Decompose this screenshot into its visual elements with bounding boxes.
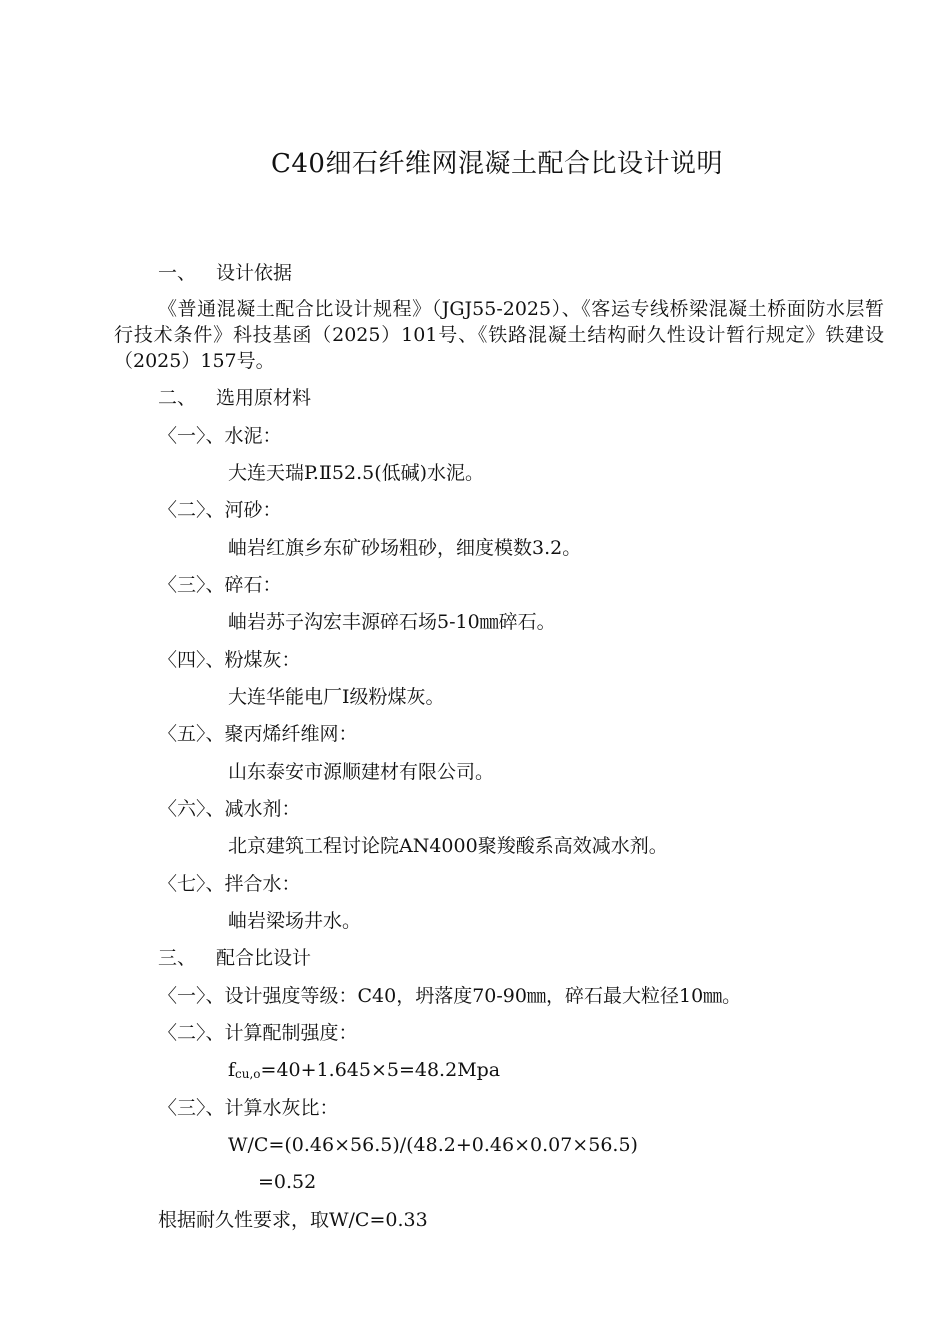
section-3-number: 三、 xyxy=(158,947,197,969)
design-strength-item: 〈一〉、设计强度等级：C40，坍落度70-90㎜，碎石最大粒径10㎜。 xyxy=(158,985,742,1007)
mix-strength-formula xyxy=(228,1057,500,1087)
material-value: 山东泰安市源顺建材有限公司。 xyxy=(228,761,495,783)
section-1-title: 设计依据 xyxy=(216,262,293,284)
section-1-paragraph: 《普通混凝土配合比设计规程》（JGJ55-2025）、《客运专线桥梁混凝土桥面防水层暂行技术条件》科技基函（2025）101号、《铁路混凝土结构耐久性设计暂行规定》铁建设（2025）157号。 xyxy=(114,298,884,372)
wc-ratio-label: 〈三〉、计算水灰比： xyxy=(158,1097,339,1119)
section-1-heading xyxy=(158,260,292,286)
document-title: C40细石纤维网混凝土配合比设计说明 xyxy=(271,149,723,179)
section-2-title: 选用原材料 xyxy=(216,387,312,409)
material-value: 北京建筑工程讨论院AN4000聚羧酸系高效减水剂。 xyxy=(228,835,668,857)
section-3-title: 配合比设计 xyxy=(216,947,312,969)
material-label: 〈五〉、聚丙烯纤维网： xyxy=(158,723,358,745)
section-1-number: 一、 xyxy=(158,262,197,284)
material-value: 岫岩红旗乡东矿砂场粗砂，细度模数3.2。 xyxy=(228,537,582,559)
material-label: 〈六〉、减水剂： xyxy=(158,798,301,820)
material-value: 岫岩梁场井水。 xyxy=(228,910,362,932)
material-value: 大连华能电厂Ⅰ级粉煤灰。 xyxy=(228,686,445,708)
formula-subscript: cu,o xyxy=(235,1067,261,1081)
durability-note: 根据耐久性要求，取W/C=0.33 xyxy=(158,1209,428,1231)
material-label: 〈三〉、碎石： xyxy=(158,574,282,596)
wc-ratio-result: =0.52 xyxy=(258,1171,317,1193)
material-label: 〈七〉、拌合水： xyxy=(158,873,301,895)
formula-symbol: f xyxy=(228,1059,236,1081)
material-label: 〈四〉、粉煤灰： xyxy=(158,649,301,671)
material-label: 〈二〉、河砂： xyxy=(158,499,282,521)
formula-expression: =40+1.645×5=48.2Mpa xyxy=(260,1059,501,1081)
section-2-heading xyxy=(158,385,311,411)
section-3-heading xyxy=(158,945,311,971)
section-2-number: 二、 xyxy=(158,387,197,409)
material-value: 岫岩苏子沟宏丰源碎石场5-10㎜碎石。 xyxy=(228,611,556,633)
mix-strength-label: 〈二〉、计算配制强度： xyxy=(158,1022,358,1044)
material-value: 大连天瑞P.Ⅱ52.5(低碱)水泥。 xyxy=(228,462,485,484)
material-label: 〈一〉、水泥： xyxy=(158,425,282,447)
wc-ratio-formula: W/C=(0.46×56.5)/(48.2+0.46×0.07×56.5) xyxy=(228,1134,638,1156)
